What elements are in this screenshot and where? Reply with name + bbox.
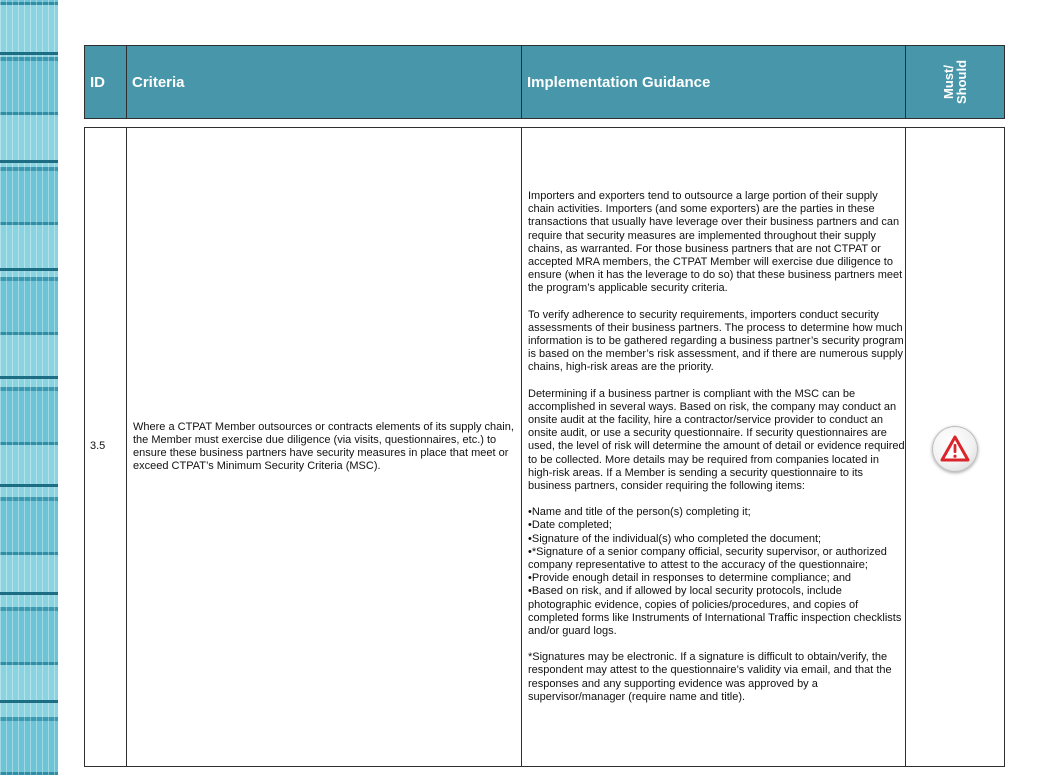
header-must-should: [906, 46, 1004, 118]
row-must-should: [906, 128, 1004, 766]
shipping-container-decoration: [0, 0, 58, 775]
guidance-text: [528, 190, 905, 704]
guidance-bullet: •Signature of the individual(s) who completed the document;: [528, 532, 822, 545]
guidance-paragraph: To verify adherence to security requirements, importers conduct security assessments of their business partners. The process to determine how much information is to be gathered regarding a business partner’s security program is based on the member’s risk assessment, and if there are numerous supply chains, high-risk areas are the priority.: [528, 308, 904, 374]
header-must-should-label: [942, 60, 968, 104]
guidance-bullet: •Date completed;: [528, 519, 612, 532]
table-header: [84, 45, 1005, 119]
table-row: [84, 127, 1005, 767]
row-id-value: 3.5: [90, 440, 106, 453]
guidance-bullet: •Based on risk, and if allowed by local security protocols, include photographic evidence, copies of policies/procedures, and copies of completed forms like Instruments of International Traffic inspection checklists and/or guard logs.: [528, 585, 902, 638]
row-id: [85, 128, 127, 766]
row-implementation-guidance: [522, 128, 906, 766]
header-id: ID: [85, 46, 127, 118]
guidance-paragraph: Importers and exporters tend to outsource a large portion of their supply chain activities. Importers (and some exporters) are the parties in these transactions that usually have leverage over their business partners and can require that security measures are implemented throughout their supply chains, as warranted. For those business partners that are not CTPAT or accepted MRA members, the CTPAT Member will exercise due diligence to ensure (when it has the leverage to do so) that these business partners meet the program’s applicable security criteria.: [528, 189, 903, 295]
header-must-should-line: Must/: [940, 65, 956, 99]
header-criteria: Criteria: [127, 46, 522, 118]
criteria-text: Where a CTPAT Member outsources or contracts elements of its supply chain, the Member must exercise due diligence (via visits, questionnaires, etc.) to ensure these business partners have security measures in place that meet or exceed CTPAT’s Minimum Security Criteria (MSC).: [133, 420, 514, 473]
header-implementation-guidance: Implementation Guidance: [522, 46, 906, 118]
guidance-paragraph: Determining if a business partner is compliant with the MSC can be accomplished in several ways. Based on risk, the company may conduct an onsite audit at the facility, hire a contractor/service provider to conduct an onsite audit, or use a security questionnaire. If security questionnaires are used, the level of risk will determine the amount of detail or evidence required to be collected. More details may be required from companies located in high-risk areas. If a Member is sending a security questionnaire to its business partners, consider requiring the following items:: [528, 387, 905, 492]
guidance-bullet-list: [528, 506, 905, 638]
guidance-bullet: •Provide enough detail in responses to determine compliance; and: [528, 572, 852, 585]
guidance-bullet: •*Signature of a senior company official, security supervisor, or authorized company representative to attest to the accuracy of the questionnaire;: [528, 545, 887, 572]
warning-triangle-icon: [932, 426, 978, 472]
guidance-bullet: •Name and title of the person(s) completing it;: [528, 506, 751, 519]
row-criteria: [127, 128, 522, 766]
guidance-footnote: *Signatures may be electronic. If a signature is difficult to obtain/verify, the respondent may attest to the questionnaire’s validity via email, and that the responses and any supporting evidence was approved by a supervisor/manager (require name and title).: [528, 651, 892, 703]
header-must-should-line: Should: [953, 59, 969, 105]
